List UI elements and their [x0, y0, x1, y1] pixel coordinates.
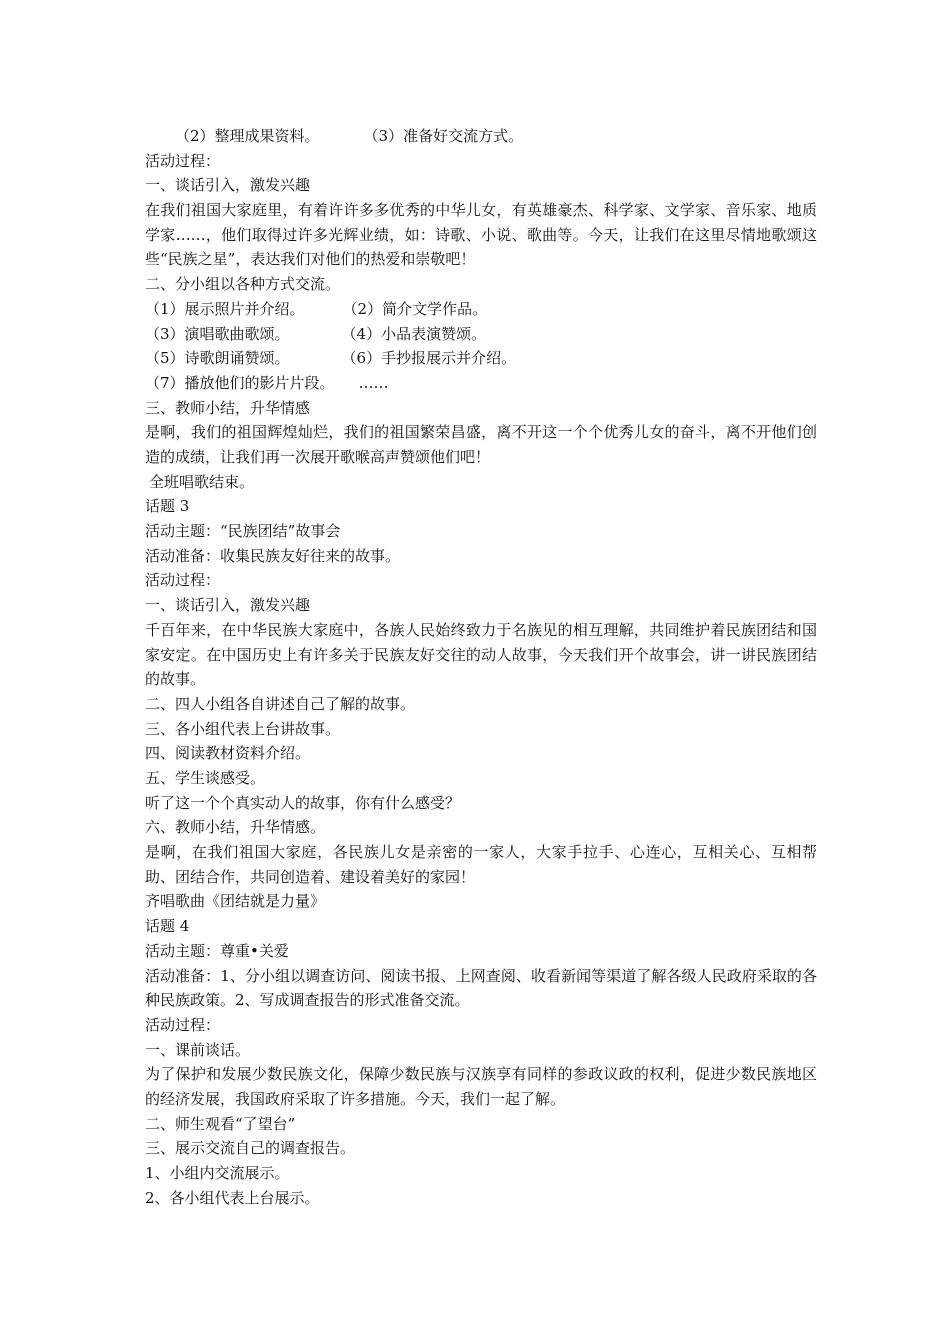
section-heading-3: 三、教师小结，升华情感 [145, 398, 311, 417]
list-item-2: （2）简介文学作品。 [342, 299, 488, 318]
topic-4-step-3: 三、展示交流自己的调查报告。 [145, 1139, 356, 1158]
section-heading-2: 二、分小组以各种方式交流。 [145, 275, 341, 294]
list-item-4: （4）小品表演赞颂。 [341, 324, 487, 343]
topic-3-process-heading: 活动过程： [145, 571, 221, 590]
process-heading: 活动过程： [145, 151, 221, 170]
topic-3-step-3: 三、各小组代表上台讲故事。 [145, 719, 341, 738]
topic-4-step-1: 一、课前谈话。 [145, 1040, 251, 1059]
topic-3-step-1: 一、谈话引入，激发兴趣 [145, 596, 311, 615]
topic-4-substep-2: 2、各小组代表上台展示。 [145, 1188, 320, 1207]
document-body [145, 124, 817, 1210]
topic-3-preparation: 活动准备：收集民族友好往来的故事。 [145, 546, 401, 565]
intro-paragraph: 在我们祖国大家庭里，有着许许多多优秀的中华儿女，有英雄豪杰、科学家、文学家、音乐家、地质学家……，他们取得过许多光辉业绩，如：诗歌、小说、歌曲等。今天，让我们在这里尽情地歌颂这些“民族之星”，表达我们对他们的热爱和崇敬吧！ [145, 201, 817, 269]
list-item-6: （6）手抄报展示并介绍。 [341, 349, 517, 368]
topic-3-step-5: 五、学生谈感受。 [145, 769, 266, 787]
list-item-7: （7）播放他们的影片片段。 [145, 373, 335, 392]
topic-3-song: 齐唱歌曲《团结就是力量》 [145, 892, 326, 911]
prep-item-3: （3）准备好交流方式。 [363, 127, 524, 145]
topic-3-title: 话题 3 [145, 497, 190, 516]
closing-line: 全班唱歌结束。 [149, 472, 255, 491]
topic-4-substep-1: 1、小组内交流展示。 [145, 1164, 290, 1183]
list-row-4 [145, 371, 817, 396]
topic-4-title: 话题 4 [145, 917, 190, 936]
list-ellipsis: …… [358, 373, 389, 392]
topic-4-process-heading: 活动过程： [145, 1015, 221, 1034]
prep-items-line [145, 124, 817, 149]
topic-4-intro-paragraph: 为了保护和发展少数民族文化，保障少数民族与汉族享有同样的参政议政的权利，促进少数民族地区的经济发展，我国政府采取了许多措施。今天，我们一起了解。 [145, 1065, 817, 1109]
topic-3-theme: 活动主题：“民族团结”故事会 [145, 522, 341, 541]
list-item-3: （3）演唱歌曲歌颂。 [145, 324, 290, 343]
list-row-1 [145, 297, 817, 322]
section-heading-1: 一、谈话引入，激发兴趣 [145, 176, 311, 195]
list-row-3 [145, 346, 817, 371]
summary-paragraph: 是啊，我们的祖国辉煌灿烂，我们的祖国繁荣昌盛，离不开这一个个优秀儿女的奋斗，离不开他们创造的成绩，让我们再一次展开歌喉高声赞颂他们吧！ [145, 423, 817, 466]
topic-4-theme: 活动主题：尊重•关爱 [145, 941, 289, 960]
topic-3-question: 听了这一个个真实动人的故事，你有什么感受？ [145, 793, 461, 812]
topic-4-preparation-paragraph: 活动准备：1、分小组以调查访问、阅读书报、上网查阅、收看新闻等渠道了解各级人民政府采取的各种民族政策。2、写成调查报告的形式准备交流。 [145, 966, 817, 1010]
list-item-5: （5）诗歌朗诵赞颂。 [145, 349, 290, 368]
topic-4-step-2: 二、师生观看“了望台” [145, 1114, 296, 1133]
topic-3-step-4: 四、阅读教材资料介绍。 [145, 744, 311, 763]
topic-3-step-6: 六、教师小结，升华情感。 [145, 818, 326, 837]
topic-3-step-2: 二、四人小组各自讲述自己了解的故事。 [145, 694, 416, 713]
list-item-1: （1）展示照片并介绍。 [145, 299, 305, 318]
prep-item-2: （2）整理成果资料。 [175, 127, 320, 145]
topic-3-summary-paragraph: 是啊，在我们祖国大家庭，各民族儿女是亲密的一家人，大家手拉手、心连心，互相关心、互相帮助、团结合作，共同创造着、建设着美好的家园！ [145, 843, 817, 886]
topic-3-intro-paragraph: 千百年来，在中华民族大家庭中，各族人民始终致力于名族见的相互理解，共同维护着民族团结和国家安定。在中国历史上有许多关于民族友好交往的动人故事，今天我们开个故事会，讲一讲民族团结的故事。 [145, 620, 817, 689]
list-row-2 [145, 322, 817, 347]
